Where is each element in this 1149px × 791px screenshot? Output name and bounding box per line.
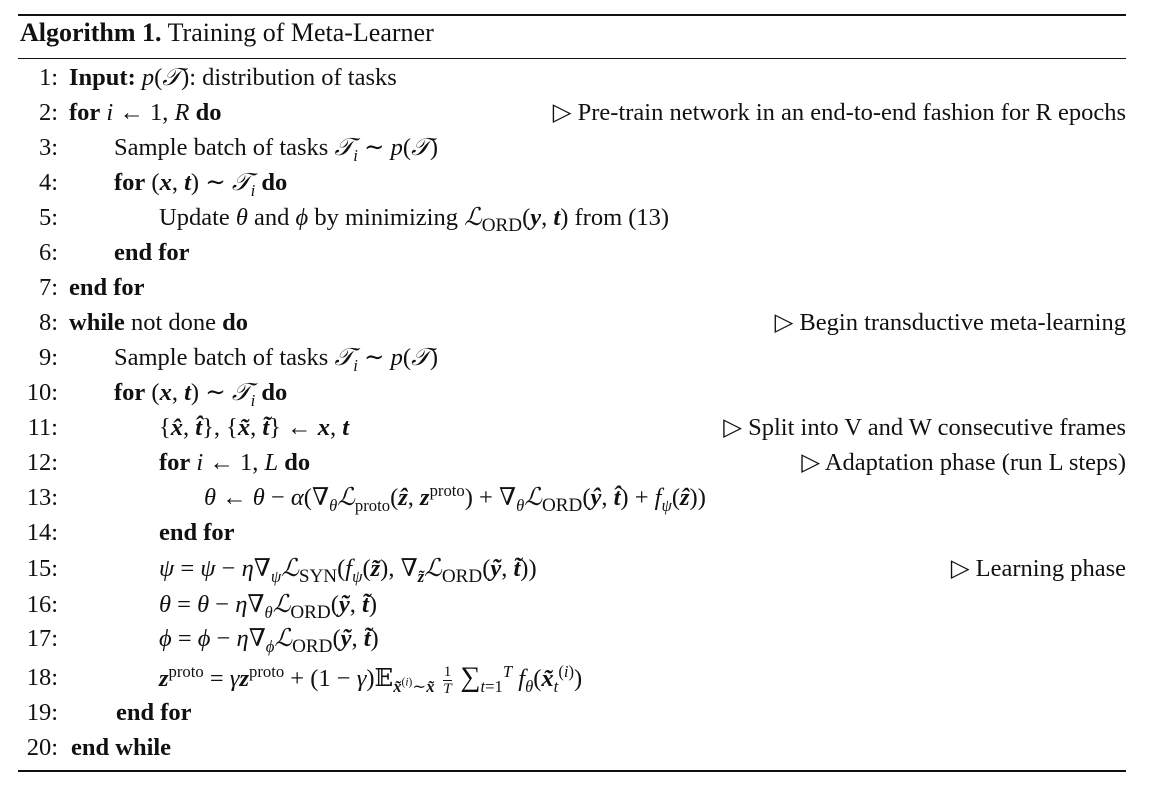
line-body: Sample batch of tasks 𝒯$_i$ ∼ p(𝒯) xyxy=(114,344,439,375)
bottom-rule xyxy=(18,770,1126,772)
keyword-input: Input: xyxy=(69,64,136,91)
algorithm-line-8 xyxy=(18,307,1126,339)
keyword-for: for xyxy=(69,99,101,126)
keyword-do: do xyxy=(222,309,249,336)
line-text: from (13) xyxy=(574,204,670,231)
line-number: 8: xyxy=(38,309,58,336)
algorithm-line-14 xyxy=(18,517,1126,549)
keyword-end-for: end for xyxy=(159,519,235,546)
line-text: Sample batch of tasks xyxy=(114,344,329,371)
line-number: 9: xyxy=(38,344,58,371)
algorithm-line-9 xyxy=(18,342,1126,374)
keyword-for: for xyxy=(159,449,191,476)
line-number: 17: xyxy=(26,625,58,652)
line-comment: ▷ Begin transductive meta-learning xyxy=(774,309,1126,336)
keyword-while: while xyxy=(69,309,125,336)
algorithm-caption xyxy=(20,18,434,48)
line-body xyxy=(69,272,145,304)
line-text: not done xyxy=(130,309,216,336)
line-text: Sample batch of tasks xyxy=(114,134,329,161)
algorithm-line-19 xyxy=(18,697,1126,729)
top-rule xyxy=(18,14,1126,16)
line-body: $\psi = \psi - \eta\nabla_\psi ℒ_{SYN}(f_\psi(z̃)$, $\nabla_{z̃}ℒ_{ORD}(ỹ$, t̃)) xyxy=(159,555,537,587)
line-number: 18: xyxy=(26,664,58,691)
keyword-for: for xyxy=(114,379,146,406)
line-number: 4: xyxy=(38,169,58,196)
line-number: 3: xyxy=(38,134,58,161)
line-number: 16: xyxy=(26,591,58,618)
line-body xyxy=(116,697,192,729)
caption-label: Algorithm 1. xyxy=(20,18,162,47)
algorithm-line-17 xyxy=(18,623,1126,655)
line-number: 15: xyxy=(26,555,58,582)
line-number: 20: xyxy=(26,734,58,761)
algorithm-line-5 xyxy=(18,202,1126,234)
line-number: 11: xyxy=(27,414,58,441)
line-number: 19: xyxy=(26,699,58,726)
fraction: $\frac{1}{T}$ xyxy=(443,662,452,697)
algorithm-line-12 xyxy=(18,447,1126,479)
algorithm-line-16 xyxy=(18,589,1126,621)
algorithm-line-3 xyxy=(18,132,1126,164)
algorithm-line-11 xyxy=(18,412,1126,444)
line-body: $\phi = \phi - \eta\nabla_\phi ℒ_{ORD}(ỹ$, t̃) xyxy=(159,625,379,657)
algorithm-block xyxy=(18,0,1128,791)
line-text: and xyxy=(254,204,290,231)
line-number: 2: xyxy=(38,99,58,126)
algorithm-line-10 xyxy=(18,377,1126,409)
algorithm-line-18 xyxy=(18,661,1126,697)
line-body xyxy=(69,307,248,339)
line-number: 10: xyxy=(26,379,58,406)
line-comment: ▷ Adaptation phase (run L steps) xyxy=(801,449,1126,476)
algorithm-line-2 xyxy=(18,97,1126,129)
keyword-for: for xyxy=(114,169,146,196)
line-number: 5: xyxy=(38,204,58,231)
line-body: $z^{proto} = \gamma z^{proto} + (1$ − γ)𝔼$_{x̃^{(i)}\sim x̃}$ $\frac{1}{T}$ $\sum_{t=1}^T$ $f_\theta(x̃_t^{(i)})$ xyxy=(159,661,583,697)
algorithm-line-4 xyxy=(18,167,1126,199)
keyword-end-while: end while xyxy=(71,734,172,761)
keyword-end-for: end for xyxy=(114,239,190,266)
caption-rule xyxy=(18,58,1126,59)
line-body: {x̂, t̂}, {x̃, t̃} ← x, t xyxy=(159,414,349,441)
line-body: Update θ and ϕ by minimizing ℒ$_{ORD}$(y, t) from (13) xyxy=(159,204,670,236)
algorithm-line-15 xyxy=(18,553,1126,585)
keyword-end-for: end for xyxy=(116,699,192,726)
line-body xyxy=(71,732,171,764)
line-number: 14: xyxy=(26,519,58,546)
line-body: θ ← $\theta - \alpha(\nabla_\theta ℒ_{proto}(ẑ$, $z^{proto}$) + $\nabla_\theta ℒ_{ORD}(ŷ$, t̂) + $f_\psi(ẑ)$) xyxy=(204,480,706,516)
line-body: Sample batch of tasks 𝒯$_i$ ∼ p(𝒯) xyxy=(114,134,439,165)
caption-title: Training of Meta-Learner xyxy=(167,18,434,47)
keyword-do: do xyxy=(261,169,288,196)
line-body: for i ← 1, R do xyxy=(69,99,222,126)
algorithm-line-20 xyxy=(18,732,1126,764)
algorithm-line-6 xyxy=(18,237,1126,269)
line-text: distribution of tasks xyxy=(202,64,397,91)
line-number: 13: xyxy=(26,484,58,511)
algorithm-line-7 xyxy=(18,272,1126,304)
line-number: 6: xyxy=(38,239,58,266)
line-body: Input: p(𝒯): distribution of tasks xyxy=(69,64,397,91)
keyword-end-for: end for xyxy=(69,274,145,301)
line-body xyxy=(114,237,190,269)
line-text: Update xyxy=(159,204,230,231)
algorithm-line-13 xyxy=(18,482,1126,514)
keyword-do: do xyxy=(261,379,288,406)
line-body xyxy=(159,517,235,549)
line-number: 1: xyxy=(38,64,58,91)
line-number: 12: xyxy=(26,449,58,476)
keyword-do: do xyxy=(195,99,222,126)
line-text: by minimizing xyxy=(314,204,458,231)
line-body: $\theta = \theta - \eta\nabla_\theta ℒ_{ORD}(ỹ$, t̃) xyxy=(159,591,377,623)
line-body: for (x, t) ∼ 𝒯$_i$ do xyxy=(114,169,288,200)
line-body: for i ← 1, L do xyxy=(159,449,311,476)
line-body: for (x, t) ∼ 𝒯$_i$ do xyxy=(114,379,288,410)
algorithm-line-1 xyxy=(18,62,1126,94)
line-comment: ▷ Split into V and W consecutive frames xyxy=(723,414,1126,441)
keyword-do: do xyxy=(284,449,311,476)
line-number: 7: xyxy=(38,274,58,301)
line-comment: ▷ Pre-train network in an end-to-end fashion for R epochs xyxy=(552,99,1126,126)
line-comment: ▷ Learning phase xyxy=(950,555,1126,582)
